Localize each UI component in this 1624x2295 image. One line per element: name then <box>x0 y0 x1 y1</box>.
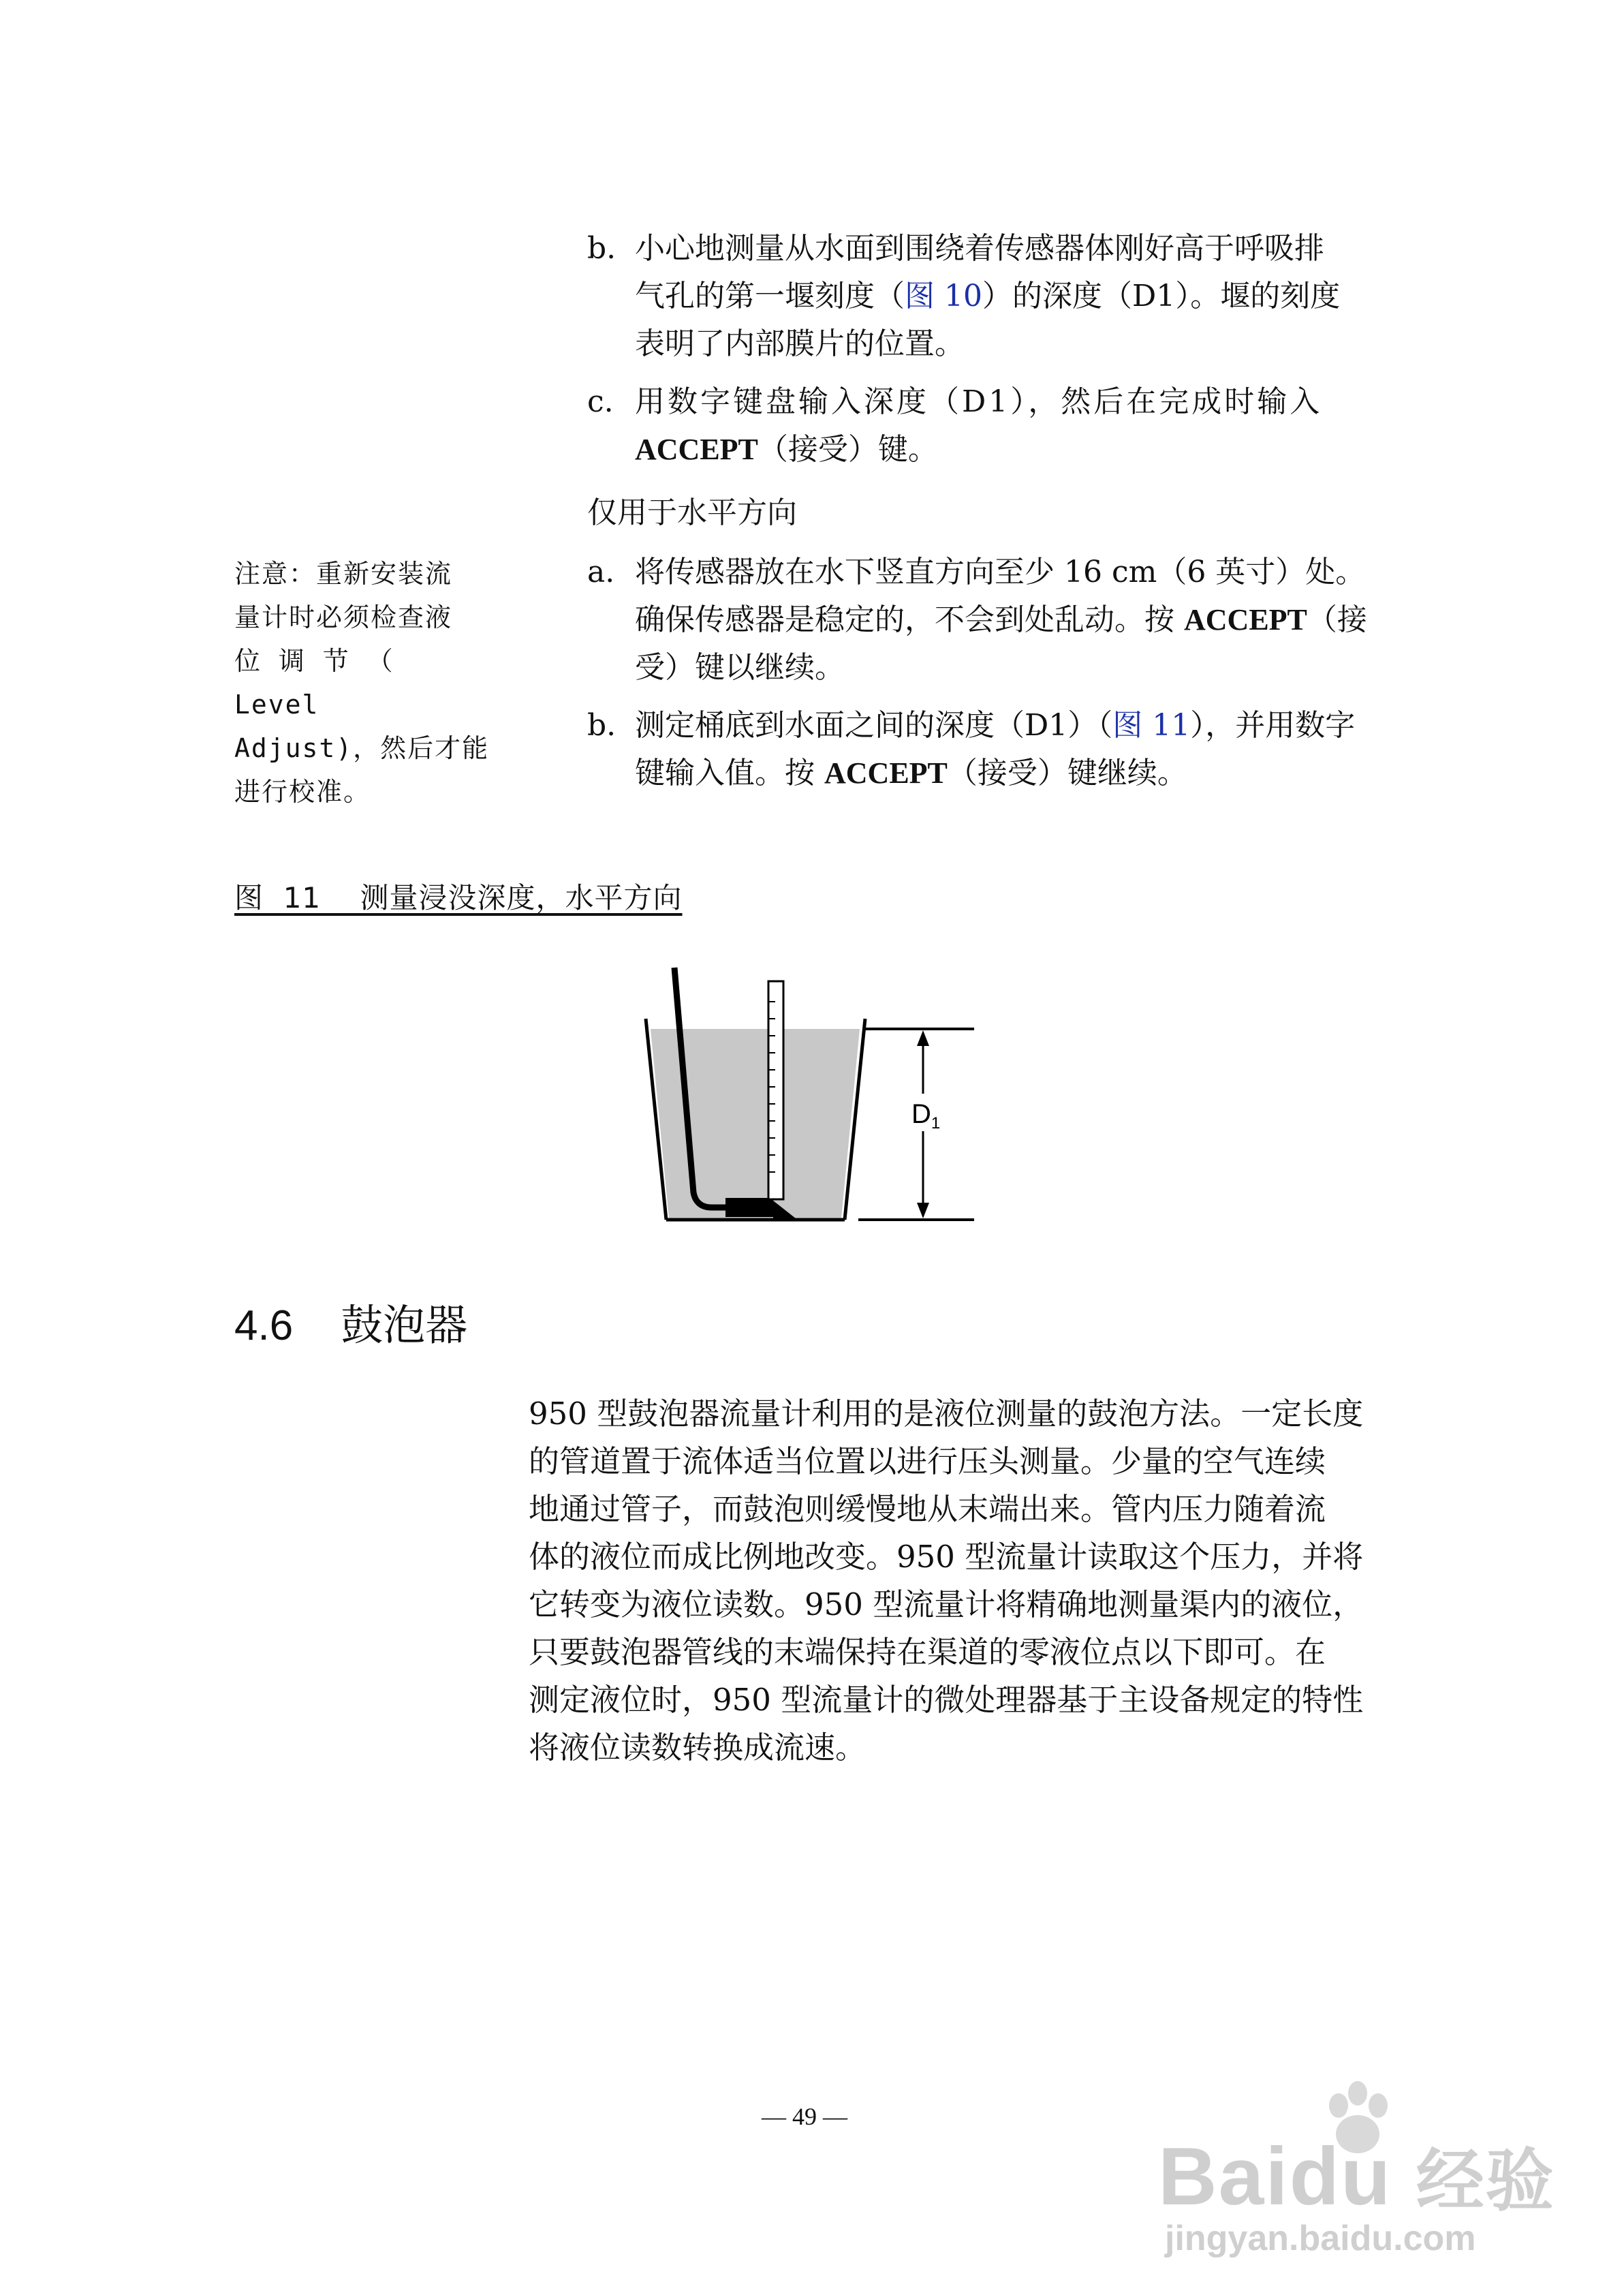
ruler <box>768 981 783 1199</box>
body-line: 950 型鼓泡器流量计利用的是液位测量的鼓泡方法。一定长度 <box>529 1396 1364 1432</box>
side-note <box>234 552 493 814</box>
accept-key-label: ACCEPT <box>635 433 758 466</box>
note-line: 量计时必须检查液 <box>234 602 453 632</box>
list-marker: b. <box>587 231 616 266</box>
body-line: 将液位读数转换成流速。 <box>529 1729 866 1766</box>
body-line: 测定液位时，950 型流量计的微处理器基于主设备规定的特性 <box>529 1682 1364 1718</box>
section-title: 鼓泡器 <box>341 1300 468 1350</box>
section-body <box>529 1390 1401 1772</box>
body-line: 它转变为液位读数。950 型流量计将精确地测量渠内的液位， <box>529 1586 1364 1622</box>
body-line: 只要鼓泡器管线的末端保持在渠道的零液位点以下即可。在 <box>529 1634 1326 1670</box>
list-marker: a. <box>587 555 615 589</box>
text-line: 表明了内部膜片的位置。 <box>635 326 965 361</box>
note-line: 进行校准。 <box>234 777 371 807</box>
figure-11-link[interactable]: 图 11 <box>1112 708 1191 743</box>
text-line: 确保传感器是稳定的，不会到处乱动。按 ACCEPT（接 <box>635 602 1367 637</box>
text-line: 小心地测量从水面到围绕着传感器体刚好高于呼吸排 <box>635 231 1324 266</box>
note-line: Adjust)，然后才能 <box>234 733 490 763</box>
arrow-head-down <box>917 1203 929 1218</box>
figure-10-link[interactable]: 图 10 <box>905 279 982 313</box>
note-line: 位 调 节 （ Level <box>234 646 394 720</box>
bucket-depth-figure <box>634 954 988 1233</box>
watermark-url: jingyan.baidu.com <box>1165 2219 1476 2258</box>
text-line: 受）键以继续。 <box>635 650 845 685</box>
section-number: 4.6 <box>234 1302 294 1349</box>
section-heading <box>234 1291 467 1352</box>
figure-caption: 图 11 测量浸没深度，水平方向 <box>234 881 683 914</box>
orientation-subheading: 仅用于水平方向 <box>587 495 797 530</box>
body-line: 的管道置于流体适当位置以进行压头测量。少量的空气连续 <box>529 1443 1326 1479</box>
text-line: 用数字键盘输入深度（D1），然后在完成时输入 <box>635 384 1323 419</box>
accept-key-label: ACCEPT <box>1184 603 1307 636</box>
arrow-head-up <box>917 1030 929 1046</box>
list-marker: b. <box>587 708 616 743</box>
text-line: 将传感器放在水下竖直方向至少 16 cm（6 英寸）处。 <box>635 555 1366 589</box>
baidu-watermark <box>1158 2078 1608 2258</box>
dimension-label: $D_1$ <box>911 1099 941 1133</box>
watermark-brand: Baidu 经验 <box>1158 2131 1555 2222</box>
page-number: — 49 — <box>762 2103 847 2130</box>
accept-key-label: ACCEPT <box>824 756 948 790</box>
text-line: 测定桶底到水面之间的深度（D1）（图 11），并用数字 <box>635 708 1356 743</box>
text-line: 键输入值。按 ACCEPT（接受）键继续。 <box>635 756 1187 790</box>
text-line: 气孔的第一堰刻度（图 10）的深度（D1）。堰的刻度 <box>635 279 1341 313</box>
body-line: 体的液位而成比例地改变。950 型流量计读取这个压力，并将 <box>529 1539 1364 1575</box>
body-line: 地通过管子，而鼓泡则缓慢地从末端出来。管内压力随着流 <box>529 1491 1326 1527</box>
sensor-body <box>725 1198 773 1217</box>
list-marker: c. <box>587 384 614 419</box>
text-line: ACCEPT（接受）键。 <box>635 432 938 467</box>
note-line: 注意：重新安装流 <box>234 559 453 589</box>
